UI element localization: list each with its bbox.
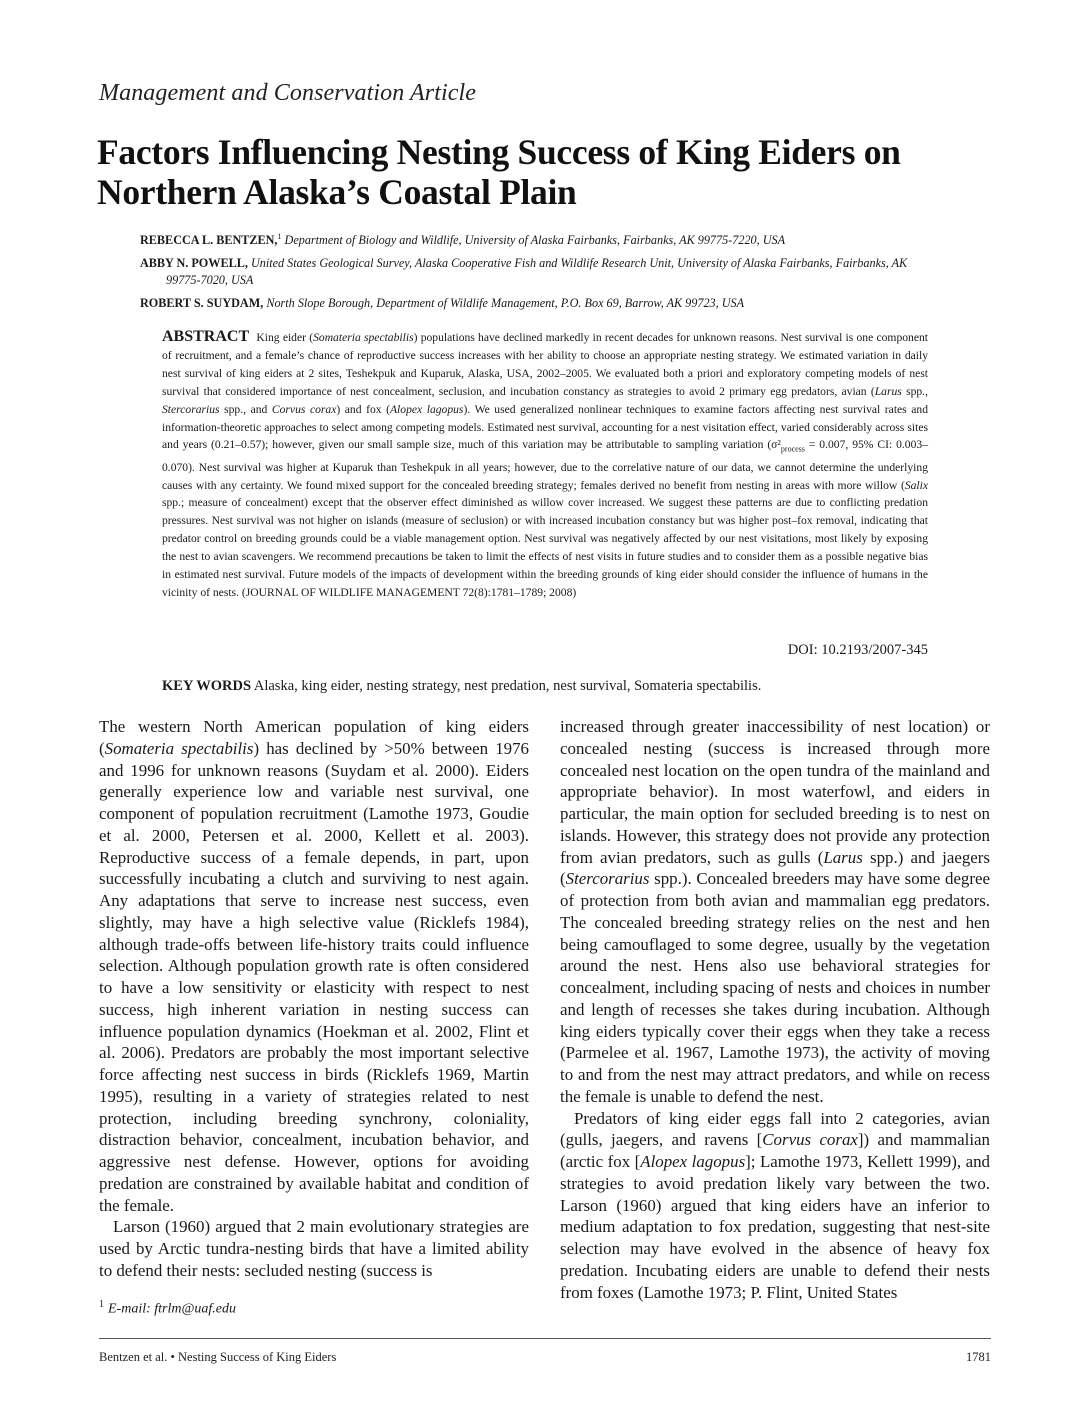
paragraph: Larson (1960) argued that 2 main evolutionary strategies are used by Arctic tundra-nesting birds that have a limited ability to defend their nests: secluded nesting (success is [99,1217,529,1280]
article-title: Factors Influencing Nesting Success of King Eiders on Northern Alaska’s Coastal Plain [97,132,901,212]
keywords-text: Alaska, king eider, nesting strategy, nest predation, nest survival, Somateria spectabilis. [253,678,762,694]
author-affiliation: Department of Biology and Wildlife, University of Alaska Fairbanks, Fairbanks, AK 99775-7220, USA [284,233,786,248]
keywords-heading: KEY WORDS [162,678,252,694]
running-head: Bentzen et al. • Nesting Success of King Eiders [99,1350,337,1364]
author-name: REBECCA L. BENTZEN, [140,233,278,248]
abstract-heading: ABSTRACT [162,328,250,345]
abstract-text: King eider (Somateria spectabilis) populations have declined markedly in recent decades for unknown reasons. Nest survival is one component of recruitment, and a female’s chance of reproductive success increases with her ability to choose an appropriate nesting strategy. We estimated variation in daily nest survival of king eiders at 2 sites, Teshekpuk and Kuparuk, Alaska, USA, 2002–2005. We evaluated both a priori and exploratory competing models of nest survival that considered importance of nest concealment, seclusion, and incubation constancy as strategies to avoid 2 primary egg predators, avian (Larus spp., Stercorarius spp., and Corvus corax) and fox (Alopex lagopus). We used generalized nonlinear techniques to examine factors affecting nest survival rates and information-theoretic approaches to select among competing models. Estimated nest survival, accounting for a nest visitation effect, varied considerably across sites and years (0.21–0.57); however, given our small sample size, much of this variation may be attributable to sampling variation ($\sigma^2_{process} = 0.007$, 95% CI: 0.003–0.070). Nest survival was higher at Kuparuk than Teshekpuk in all years; however, due to the correlative nature of our data, we cannot determine the underlying causes with any certainty. We found mixed support for the concealed breeding strategy; females derived no benefit from nesting in areas with more willow (Salix spp.; measure of concealment) except that the observer effect diminished as willow cover increased. We suggest these patterns are due to conflicting predation pressures. Nest survival was not higher on islands (measure of seclusion) or with increased incubation constancy but was higher post–fox removal, indicating that predator control on breeding grounds could be a viable management option. Nest survival was negatively affected by our nest visitations, most likely by exposing the nest to avian scavengers. We recommend precautions be taken to limit the effects of nest visits in future studies and to consider them as a possible negative bias in estimated nest survival. Future models of the impacts of development within the breeding grounds of king eider should consider the influence of humans in the vicinity of nests. (JOURNAL OF WILDLIFE MANAGEMENT 72(8):1781–1789; 2008) [162,331,928,599]
paragraph: The western North American population of king eiders (Somateria spectabilis) has declined by >50% between 1976 and 1996 for unknown reasons (Suydam et al. 2000). Eiders generally experience low and variable nest survival, one component of population recruitment (Lamothe 1973, Goudie et al. 2000, Petersen et al. 2000, Kellett et al. 2003). Reproductive success of a female depends, in part, upon successfully incubating a clutch and surviving to nest again. Any adaptations that serve to increase nest success, even slightly, may have a high selective value (Ricklefs 1984), although trade-offs between life-history traits could influence selection. Although population growth rate is often considered to have a low sensitivity or elasticity with respect to nest success, high inherent variation in nesting success can influence population dynamics (Hoekman et al. 2002, Flint et al. 2006). Predators are probably the most important selective force affecting nest success in birds (Ricklefs 1969, Martin 1995), resulting in a variety of strategies related to nest protection, including breeding synchrony, coloniality, distraction behavior, concealment, incubation behavior, and aggressive nest defense. However, options for avoiding predation are constrained by available habitat and condition of the female. [99,717,529,1215]
keywords [162,678,761,695]
paragraph: Predators of king eider eggs fall into 2 categories, avian (gulls, jaegers, and ravens [Corvus corax]) and mammalian (arctic fox [Alopex lagopus]; Lamothe 1973, Kellett 1999), and strategies to avoid predation likely vary between the two. Larson (1960) argued that king eiders have an inferior to medium adaptation to fox predation, suggesting that nest-site selection may have evolved in the absence of heavy fox predation. Incubating eiders are unable to defend their nests from foxes (Lamothe 1973; P. Flint, United States [560,1108,990,1302]
author-affiliation: United States Geological Survey, Alaska Cooperative Fish and Wildlife Research Unit, University of Alaska Fairbanks, Fairbanks, AK [250,256,908,271]
author-list [140,228,1000,318]
author-affiliation: North Slope Borough, Department of Wildlife Management, P.O. Box 69, Barrow, AK 99723, USA [266,296,745,311]
paragraph: increased through greater inaccessibility of nest location) or concealed nesting (success is increased through more concealed nest location on the open tundra of the mainland and appropriate behavior). In most waterfowl, and eiders in particular, the main option for secluded breeding is to nest on islands. However, this strategy does not provide any protection from avian predators, such as gulls (Larus spp.) and jaegers (Stercorarius spp.). Concealed breeders may have some degree of protection from both avian and mammalian egg predators. The concealed breeding strategy relies on the nest and hen being camouflaged to some degree, usually by the vegetation around the nest. Hens also use behavioral strategies for concealment, including spacing of nests and choices in number and length of recesses she takes during incubation. Although king eiders typically cover their eggs when they take a recess (Parmelee et al. 1967, Lamothe 1973), the activity of moving to and from the nest may attract predators, and while on recess the female is unable to defend the nest. [560,717,990,1106]
section-label: Management and Conservation Article [99,80,476,106]
page-number: 1781 [966,1350,991,1364]
footnote [99,1299,236,1318]
doi: DOI: 10.2193/2007-345 [787,642,928,658]
footer-divider [99,1338,991,1339]
author-entry [140,228,1000,249]
author-name: ROBERT S. SUYDAM, [140,296,264,311]
author-affiliation-continued: 99775-7020, USA [166,273,254,288]
abstract [162,328,928,602]
footnote-mark: 1 [277,232,282,241]
footnote-mark: 1 [99,1299,104,1310]
body-column-left [99,716,529,1282]
author-name: ABBY N. POWELL, [140,256,248,271]
author-entry [140,255,1000,289]
body-column-right [560,716,990,1303]
author-entry [140,295,1000,312]
footnote-email[interactable]: E-mail: ftrlm@uaf.edu [108,1301,236,1317]
